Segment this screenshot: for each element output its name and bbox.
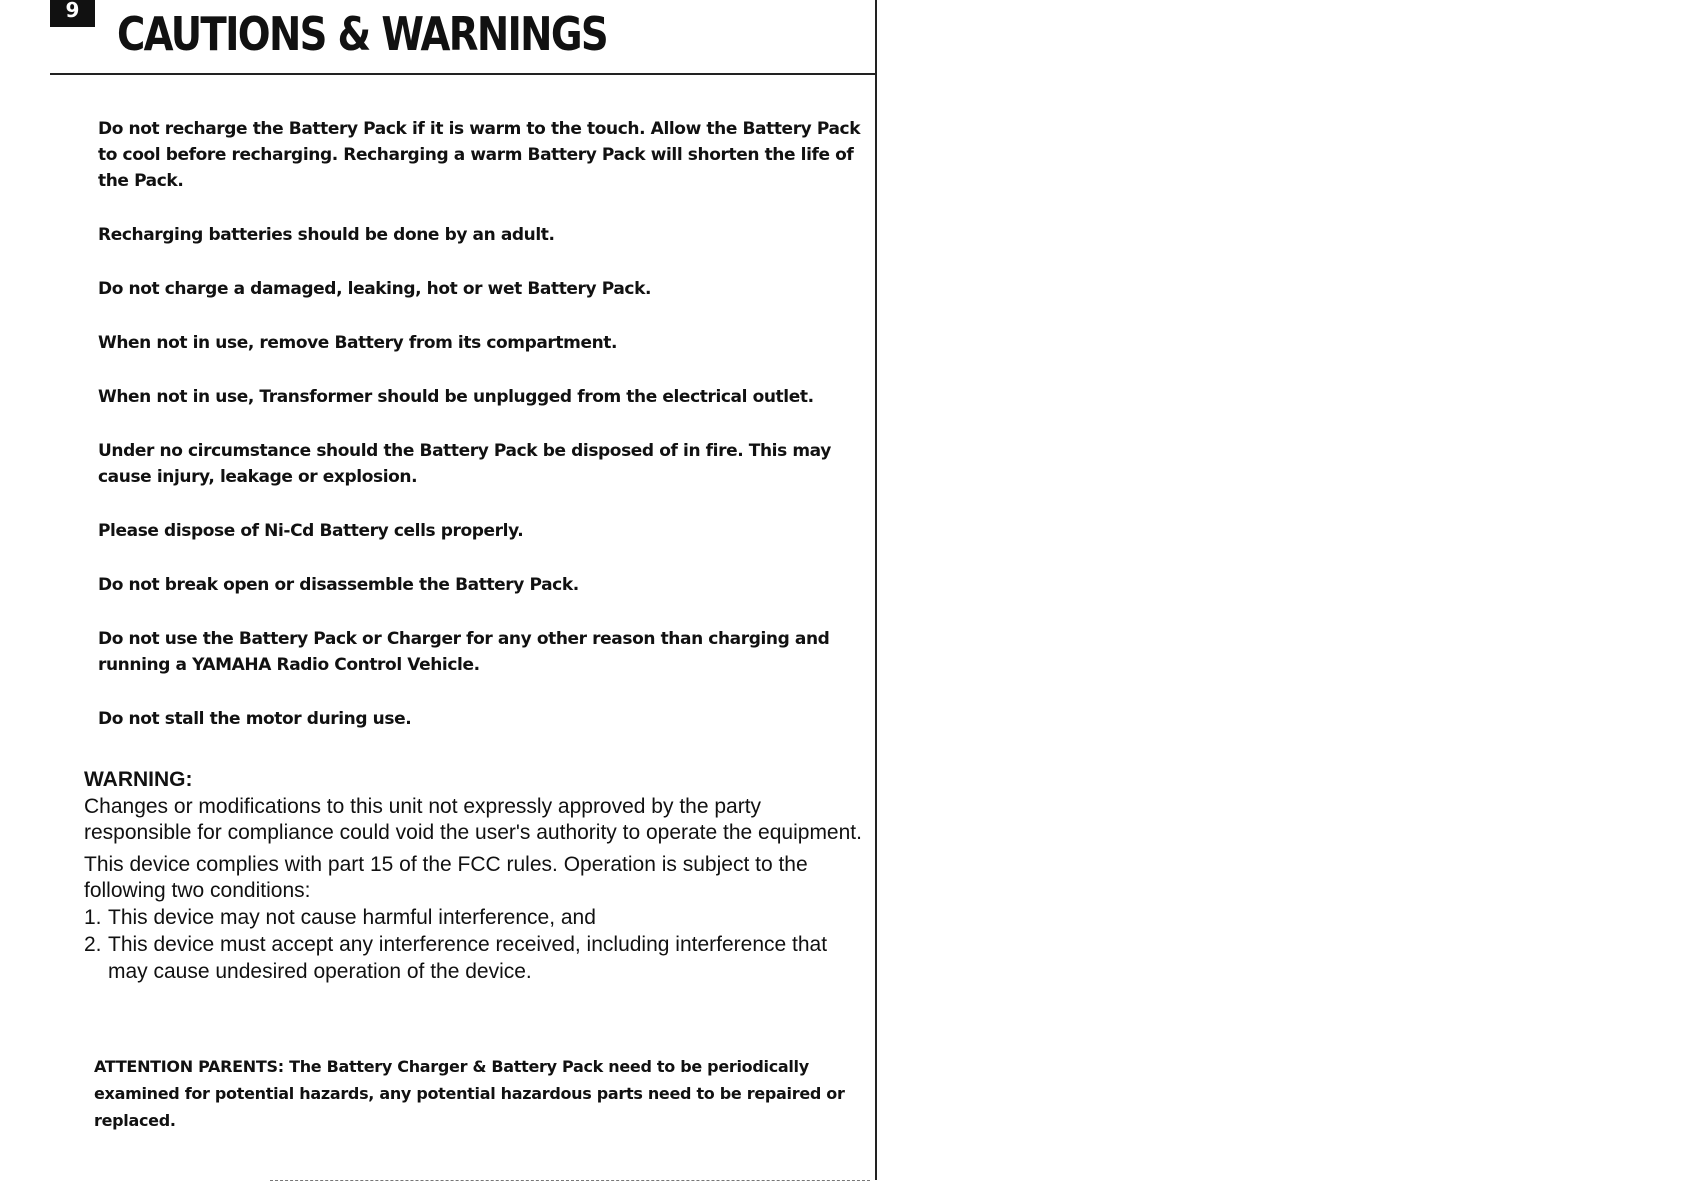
- caution-item: Do not recharge the Battery Pack if it is warm to the touch. Allow the Battery Pack to cool before recharging. Recharging a warm Battery Pack will shorten the life of the Pack.: [98, 119, 861, 191]
- warning-heading: WARNING:: [84, 768, 193, 791]
- column-border: [875, 0, 877, 1180]
- caution-item: When not in use, remove Battery from its compartment.: [98, 333, 618, 353]
- caution-item: When not in use, Transformer should be unplugged from the electrical outlet.: [98, 387, 814, 407]
- attention-label: ATTENTION PARENTS:: [94, 1057, 284, 1076]
- caution-item: Do not break open or disassemble the Battery Pack.: [98, 575, 579, 595]
- caution-item: Do not use the Battery Pack or Charger for any other reason than charging and running a YAMAHA Radio Control Vehicle.: [98, 629, 830, 675]
- fcc-condition-number: 2.: [84, 933, 102, 956]
- fcc-condition: [84, 904, 864, 931]
- fcc-compliance-paragraph: This device complies with part 15 of the FCC rules. Operation is subject to the following two conditions:: [84, 853, 808, 902]
- bottom-dashed-line: [270, 1180, 870, 1181]
- page-number-badge: 9: [50, 0, 95, 27]
- caution-item: Do not charge a damaged, leaking, hot or wet Battery Pack.: [98, 279, 652, 299]
- caution-item: Recharging batteries should be done by an adult.: [98, 225, 555, 245]
- caution-item: Do not stall the motor during use.: [98, 709, 412, 729]
- fcc-warning-section: [84, 766, 864, 985]
- attention-parents-notice: [94, 1053, 854, 1134]
- fcc-conditions-list: [84, 904, 864, 985]
- fcc-condition: [84, 931, 864, 985]
- title-divider: [50, 73, 876, 75]
- caution-item: Please dispose of Ni-Cd Battery cells properly.: [98, 521, 524, 541]
- page-title: CAUTIONS & WARNINGS: [117, 7, 608, 61]
- fcc-condition-text: This device may not cause harmful interference, and: [108, 906, 596, 929]
- fcc-condition-number: 1.: [84, 906, 102, 929]
- attention-text: The Battery Charger & Battery Pack need to be periodically examined for potential hazards, any potential hazardous parts need to be repaired or replaced.: [94, 1057, 845, 1130]
- cautions-list: [98, 116, 868, 760]
- warning-paragraph: Changes or modifications to this unit not expressly approved by the party responsible for compliance could void the user's authority to operate the equipment.: [84, 795, 862, 844]
- caution-item: Under no circumstance should the Battery Pack be disposed of in fire. This may cause injury, leakage or explosion.: [98, 441, 831, 487]
- fcc-condition-text: This device must accept any interference received, including interference that may cause undesired operation of the device.: [108, 933, 828, 983]
